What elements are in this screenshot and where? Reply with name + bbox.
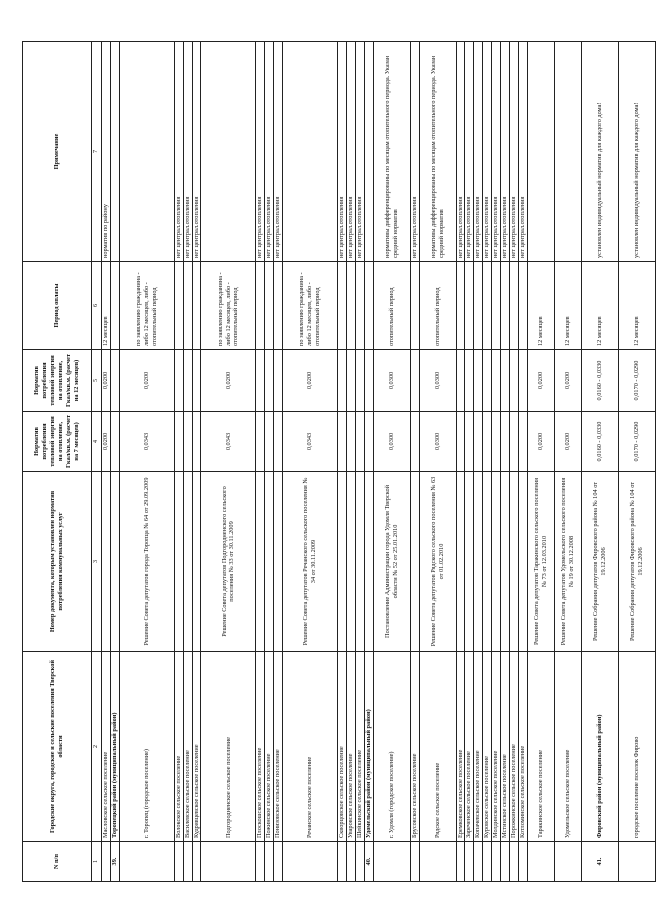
table-row xyxy=(364,42,373,882)
row-number xyxy=(355,842,364,882)
row-document: Решение Совета депутатов Удомельского сельского поселения № 19 от 30.12.2008 xyxy=(554,472,581,652)
row-number xyxy=(347,842,356,882)
row-name: Удомельский район (муниципальный район) xyxy=(364,652,373,842)
row-name: Еремковское сельское поселение xyxy=(456,652,465,842)
row-period xyxy=(174,262,183,350)
row-document xyxy=(192,472,201,652)
row-note xyxy=(110,42,119,262)
row-document xyxy=(274,472,283,652)
row-period xyxy=(509,262,518,350)
row-note: нет централ.отопления xyxy=(465,42,474,262)
row-norm-12 xyxy=(347,350,356,412)
row-number xyxy=(419,842,456,882)
row-norm-12: 0,0200 xyxy=(527,350,554,412)
row-document xyxy=(347,472,356,652)
row-period: 12 месяцев xyxy=(554,262,581,350)
row-norm-7 xyxy=(183,412,192,472)
row-period xyxy=(274,262,283,350)
row-document xyxy=(110,472,119,652)
table-row xyxy=(283,42,338,882)
row-document xyxy=(102,472,111,652)
row-number xyxy=(183,842,192,882)
row-norm-7 xyxy=(274,412,283,472)
row-document xyxy=(355,472,364,652)
row-period xyxy=(410,262,419,350)
row-norm-7: 0,0200 xyxy=(554,412,581,472)
row-period: по заявлению гражданина - либо 12 месяцев, либо - отопительный период xyxy=(283,262,338,350)
row-name: Кудрявцевское сельское поселение xyxy=(192,652,201,842)
row-note: нет централ.отопления xyxy=(192,42,201,262)
row-note: нет централ.отопления xyxy=(501,42,510,262)
row-name: Копачевское сельское поселение xyxy=(474,652,483,842)
row-period xyxy=(355,262,364,350)
table-row xyxy=(474,42,483,882)
row-norm-7 xyxy=(492,412,501,472)
row-number xyxy=(518,842,527,882)
row-name: Речанское сельское поселение xyxy=(283,652,338,842)
row-name: Скворцовское сельское поселение xyxy=(338,652,347,842)
table-row xyxy=(618,42,655,882)
row-document xyxy=(474,472,483,652)
row-note: нет централ.отопления xyxy=(492,42,501,262)
colnum: 3 xyxy=(92,472,102,652)
row-name: Мстинское сельское поселение xyxy=(501,652,510,842)
row-document xyxy=(265,472,274,652)
table-row xyxy=(456,42,465,882)
row-period: 12 месяцев xyxy=(527,262,554,350)
row-number xyxy=(283,842,338,882)
row-note xyxy=(364,42,373,262)
row-norm-7 xyxy=(518,412,527,472)
row-name: Пожинское сельское поселение xyxy=(265,652,274,842)
row-norm-12 xyxy=(192,350,201,412)
table-row xyxy=(554,42,581,882)
row-note: нормативы дифференцированы по месяцам отопительного периода. Указан средний норматив xyxy=(373,42,410,262)
row-note: нет централ.отопления xyxy=(274,42,283,262)
row-norm-12: 0,0200 xyxy=(554,350,581,412)
row-norm-7: 0,0300 xyxy=(419,412,456,472)
row-name: Брусовское сельское поселение xyxy=(410,652,419,842)
row-note: установлен индивидуальный норматив для каждого дома! xyxy=(618,42,655,262)
row-number xyxy=(527,842,554,882)
row-norm-12 xyxy=(410,350,419,412)
row-period: 12 месяцев xyxy=(102,262,111,350)
row-period xyxy=(192,262,201,350)
header-num: N п/п xyxy=(23,842,92,882)
row-norm-12 xyxy=(483,350,492,412)
table-row xyxy=(201,42,256,882)
row-document xyxy=(456,472,465,652)
row-period xyxy=(483,262,492,350)
row-document: Решение Совета депутатов города Торопца № 64 от 29.09.2009 xyxy=(119,472,174,652)
row-name: Удомельское сельское поселение xyxy=(554,652,581,842)
row-number xyxy=(265,842,274,882)
colnum: 6 xyxy=(92,262,102,350)
row-norm-7: 0,0343 xyxy=(201,412,256,472)
row-norm-12 xyxy=(355,350,364,412)
row-period xyxy=(501,262,510,350)
row-norm-7 xyxy=(465,412,474,472)
row-name: Волокское сельское поселение xyxy=(174,652,183,842)
colnum: 5 xyxy=(92,350,102,412)
row-norm-12: 0,0200 xyxy=(201,350,256,412)
table-row xyxy=(581,42,618,882)
row-note: нет централ.отопления xyxy=(347,42,356,262)
table-row xyxy=(509,42,518,882)
row-norm-12: 0,0300 xyxy=(373,350,410,412)
row-norm-7: 0,0200 xyxy=(527,412,554,472)
row-note xyxy=(119,42,174,262)
row-norm-12 xyxy=(492,350,501,412)
row-norm-12: 0,0200 xyxy=(102,350,111,412)
row-number xyxy=(192,842,201,882)
row-period xyxy=(474,262,483,350)
header-doc: Номер документа, которым установлен норматив потребления коммунальных услуг xyxy=(23,472,92,652)
header-norm7: Норматив потребления тепловой энергии на отопление, Гкал/кв.м. (расчет на 7 месяцев) xyxy=(23,412,92,472)
row-document xyxy=(183,472,192,652)
row-document xyxy=(501,472,510,652)
row-period xyxy=(364,262,373,350)
row-document: Решение Совета депутатов Подгородненского сельского поселения № 33 от 30.11.2009 xyxy=(201,472,256,652)
colnum: 1 xyxy=(92,842,102,882)
row-norm-7 xyxy=(509,412,518,472)
row-note xyxy=(201,42,256,262)
row-name: Торопецкий район (муниципальный район) xyxy=(110,652,119,842)
row-document xyxy=(483,472,492,652)
row-note: нет централ.отопления xyxy=(265,42,274,262)
table-row xyxy=(274,42,283,882)
row-norm-12 xyxy=(338,350,347,412)
row-document xyxy=(492,472,501,652)
table-body xyxy=(102,42,656,882)
row-norm-12 xyxy=(183,350,192,412)
row-name: Молдинское сельское поселение xyxy=(492,652,501,842)
row-number: 41. xyxy=(581,842,618,882)
row-norm-7 xyxy=(474,412,483,472)
row-name: Котломинское сельское поселение xyxy=(518,652,527,842)
row-norm-7: 0,0160 - 0,0330 xyxy=(581,412,618,472)
row-norm-12 xyxy=(256,350,265,412)
row-period: по заявлению гражданина - либо 12 месяцев, либо - отопительный период xyxy=(201,262,256,350)
row-note xyxy=(527,42,554,262)
row-document: Решение Совета депутатов Рядского сельского поселения № 63 от 01.02.2010 xyxy=(419,472,456,652)
row-norm-7 xyxy=(410,412,419,472)
table-row xyxy=(518,42,527,882)
row-period xyxy=(465,262,474,350)
row-norm-7: 0,0300 xyxy=(373,412,410,472)
row-note: нет централ.отопления xyxy=(355,42,364,262)
table-row xyxy=(419,42,456,882)
row-norm-12 xyxy=(474,350,483,412)
row-norm-7 xyxy=(256,412,265,472)
row-name: Уваровское сельское поселение xyxy=(347,652,356,842)
row-document xyxy=(518,472,527,652)
row-norm-7 xyxy=(364,412,373,472)
header-row xyxy=(23,42,92,882)
row-norm-7 xyxy=(338,412,347,472)
colnum: 4 xyxy=(92,412,102,472)
row-period xyxy=(110,262,119,350)
row-number xyxy=(119,842,174,882)
row-norm-12: 0,0170 - 0,0290 xyxy=(618,350,655,412)
row-norm-7 xyxy=(355,412,364,472)
row-note: нет централ.отопления xyxy=(509,42,518,262)
row-norm-7: 0,0343 xyxy=(119,412,174,472)
row-norm-7: 0,0170 - 0,0290 xyxy=(618,412,655,472)
row-norm-12: 0,0300 xyxy=(419,350,456,412)
row-name: Зареченское сельское поселение xyxy=(465,652,474,842)
row-number xyxy=(618,842,655,882)
row-note: нет централ.отопления xyxy=(483,42,492,262)
table-row xyxy=(265,42,274,882)
row-number xyxy=(554,842,581,882)
row-norm-7 xyxy=(110,412,119,472)
row-norm-7: 0,0343 xyxy=(283,412,338,472)
row-note: нет централ.отопления xyxy=(183,42,192,262)
row-number xyxy=(174,842,183,882)
row-norm-7: 0,0200 xyxy=(102,412,111,472)
table-row xyxy=(174,42,183,882)
header-period: Период оплаты xyxy=(23,262,92,350)
row-period: по заявлению гражданина - либо 12 месяцев, либо - отопительный период xyxy=(119,262,174,350)
row-number xyxy=(410,842,419,882)
row-norm-12 xyxy=(518,350,527,412)
row-note: нормативы дифференцированы по месяцам отопительного периода. Указан средний норматив xyxy=(419,42,456,262)
row-norm-12 xyxy=(265,350,274,412)
row-period xyxy=(456,262,465,350)
row-period xyxy=(518,262,527,350)
row-period: отопительный период xyxy=(419,262,456,350)
row-number xyxy=(465,842,474,882)
row-name: Масловское сельское поселение xyxy=(102,652,111,842)
column-number-row xyxy=(92,42,102,882)
colnum: 7 xyxy=(92,42,102,262)
row-note: нет централ.отопления xyxy=(456,42,465,262)
row-note: нет централ.отопления xyxy=(474,42,483,262)
header-note: Примечание xyxy=(23,42,92,262)
row-name: Понизовское сельское поселение xyxy=(274,652,283,842)
row-period: 12 месяцев xyxy=(581,262,618,350)
row-norm-7 xyxy=(483,412,492,472)
table-row xyxy=(183,42,192,882)
row-document xyxy=(410,472,419,652)
row-period: отопительный период xyxy=(373,262,410,350)
row-note xyxy=(554,42,581,262)
row-name: г. Удомля (городское поселение) xyxy=(373,652,410,842)
row-norm-7 xyxy=(456,412,465,472)
row-note: нет централ.отопления xyxy=(338,42,347,262)
row-period xyxy=(347,262,356,350)
row-document xyxy=(364,472,373,652)
row-document: Постановление Администрации города Удомля Тверской области № 52 от 25.01.2010 xyxy=(373,472,410,652)
row-document xyxy=(338,472,347,652)
row-number xyxy=(501,842,510,882)
row-note: норматив по району xyxy=(102,42,111,262)
row-norm-12 xyxy=(465,350,474,412)
row-norm-12 xyxy=(509,350,518,412)
row-number xyxy=(509,842,518,882)
table-row xyxy=(110,42,119,882)
row-period xyxy=(492,262,501,350)
row-norm-12: 0,0200 xyxy=(119,350,174,412)
header-name: Городские округа, городские и сельские поселения Тверской области xyxy=(23,652,92,842)
row-norm-12 xyxy=(110,350,119,412)
row-note: нет централ.отопления xyxy=(256,42,265,262)
table-row xyxy=(102,42,111,882)
heating-norms-table xyxy=(22,41,656,882)
table-row xyxy=(465,42,474,882)
row-norm-12: 0,0160 - 0,0330 xyxy=(581,350,618,412)
row-document xyxy=(174,472,183,652)
row-document: Решение Совета депутатов Речанского сельского поселения № 34 от 30.11.2009 xyxy=(283,472,338,652)
row-number xyxy=(373,842,410,882)
row-number xyxy=(274,842,283,882)
row-note: установлен индивидуальный норматив для каждого дома! xyxy=(581,42,618,262)
table-row xyxy=(501,42,510,882)
table-row xyxy=(355,42,364,882)
table-row xyxy=(338,42,347,882)
table-row xyxy=(527,42,554,882)
row-name: Фировский район (муниципальный район) xyxy=(581,652,618,842)
row-norm-12: 0,0200 xyxy=(283,350,338,412)
row-document: Решение Совета депутатов Таракинского сельского поселения № 73 от 12.03.2010 xyxy=(527,472,554,652)
row-document xyxy=(256,472,265,652)
row-period xyxy=(256,262,265,350)
row-period xyxy=(183,262,192,350)
row-name: городское поселение поселок Фирово xyxy=(618,652,655,842)
row-document: Решение Собрания депутатов Фировского района № 104 от 19.12.2006 xyxy=(618,472,655,652)
row-number xyxy=(474,842,483,882)
row-norm-7 xyxy=(265,412,274,472)
table-row xyxy=(256,42,265,882)
table-row xyxy=(347,42,356,882)
row-norm-12 xyxy=(364,350,373,412)
row-norm-12 xyxy=(274,350,283,412)
table-row xyxy=(192,42,201,882)
table-row xyxy=(483,42,492,882)
row-norm-12 xyxy=(174,350,183,412)
row-name: Таракинское сельское поселение xyxy=(527,652,554,842)
row-name: Куровское сельское поселение xyxy=(483,652,492,842)
row-document xyxy=(509,472,518,652)
row-name: Шейкинское сельское поселение xyxy=(355,652,364,842)
row-number xyxy=(483,842,492,882)
row-norm-7 xyxy=(347,412,356,472)
table-row xyxy=(373,42,410,882)
row-note: нет централ.отопления xyxy=(518,42,527,262)
header-norm12: Норматив потребления тепловой энергии на отопление, Гкал/кв.м. (расчет на 12 месяцев) xyxy=(23,350,92,412)
row-norm-7 xyxy=(174,412,183,472)
row-name: Подгородненское сельское поселение xyxy=(201,652,256,842)
row-note: нет централ.отопления xyxy=(174,42,183,262)
row-document: Решение Собрания депутатов Фировского района № 104 от 19.12.2006 xyxy=(581,472,618,652)
row-period xyxy=(338,262,347,350)
row-document xyxy=(465,472,474,652)
row-name: г. Торопец (городское поселение) xyxy=(119,652,174,842)
row-note: нет централ.отопления xyxy=(410,42,419,262)
row-norm-7 xyxy=(192,412,201,472)
row-number xyxy=(102,842,111,882)
row-name: Порожкинское сельское поселение xyxy=(509,652,518,842)
table-row xyxy=(492,42,501,882)
rotated-table-container xyxy=(22,42,644,882)
row-number xyxy=(492,842,501,882)
row-number xyxy=(201,842,256,882)
row-name: Василевское сельское поселение xyxy=(183,652,192,842)
row-norm-12 xyxy=(456,350,465,412)
row-number xyxy=(456,842,465,882)
row-number: 39. xyxy=(110,842,119,882)
row-norm-12 xyxy=(501,350,510,412)
row-number xyxy=(256,842,265,882)
row-norm-7 xyxy=(501,412,510,472)
row-period: 12 месяцев xyxy=(618,262,655,350)
row-name: Рядское сельское поселение xyxy=(419,652,456,842)
row-number xyxy=(338,842,347,882)
row-number: 40. xyxy=(364,842,373,882)
row-period xyxy=(265,262,274,350)
row-note xyxy=(283,42,338,262)
colnum: 2 xyxy=(92,652,102,842)
table-row xyxy=(410,42,419,882)
table-row xyxy=(119,42,174,882)
row-name: Плоскошское сельское поселение xyxy=(256,652,265,842)
